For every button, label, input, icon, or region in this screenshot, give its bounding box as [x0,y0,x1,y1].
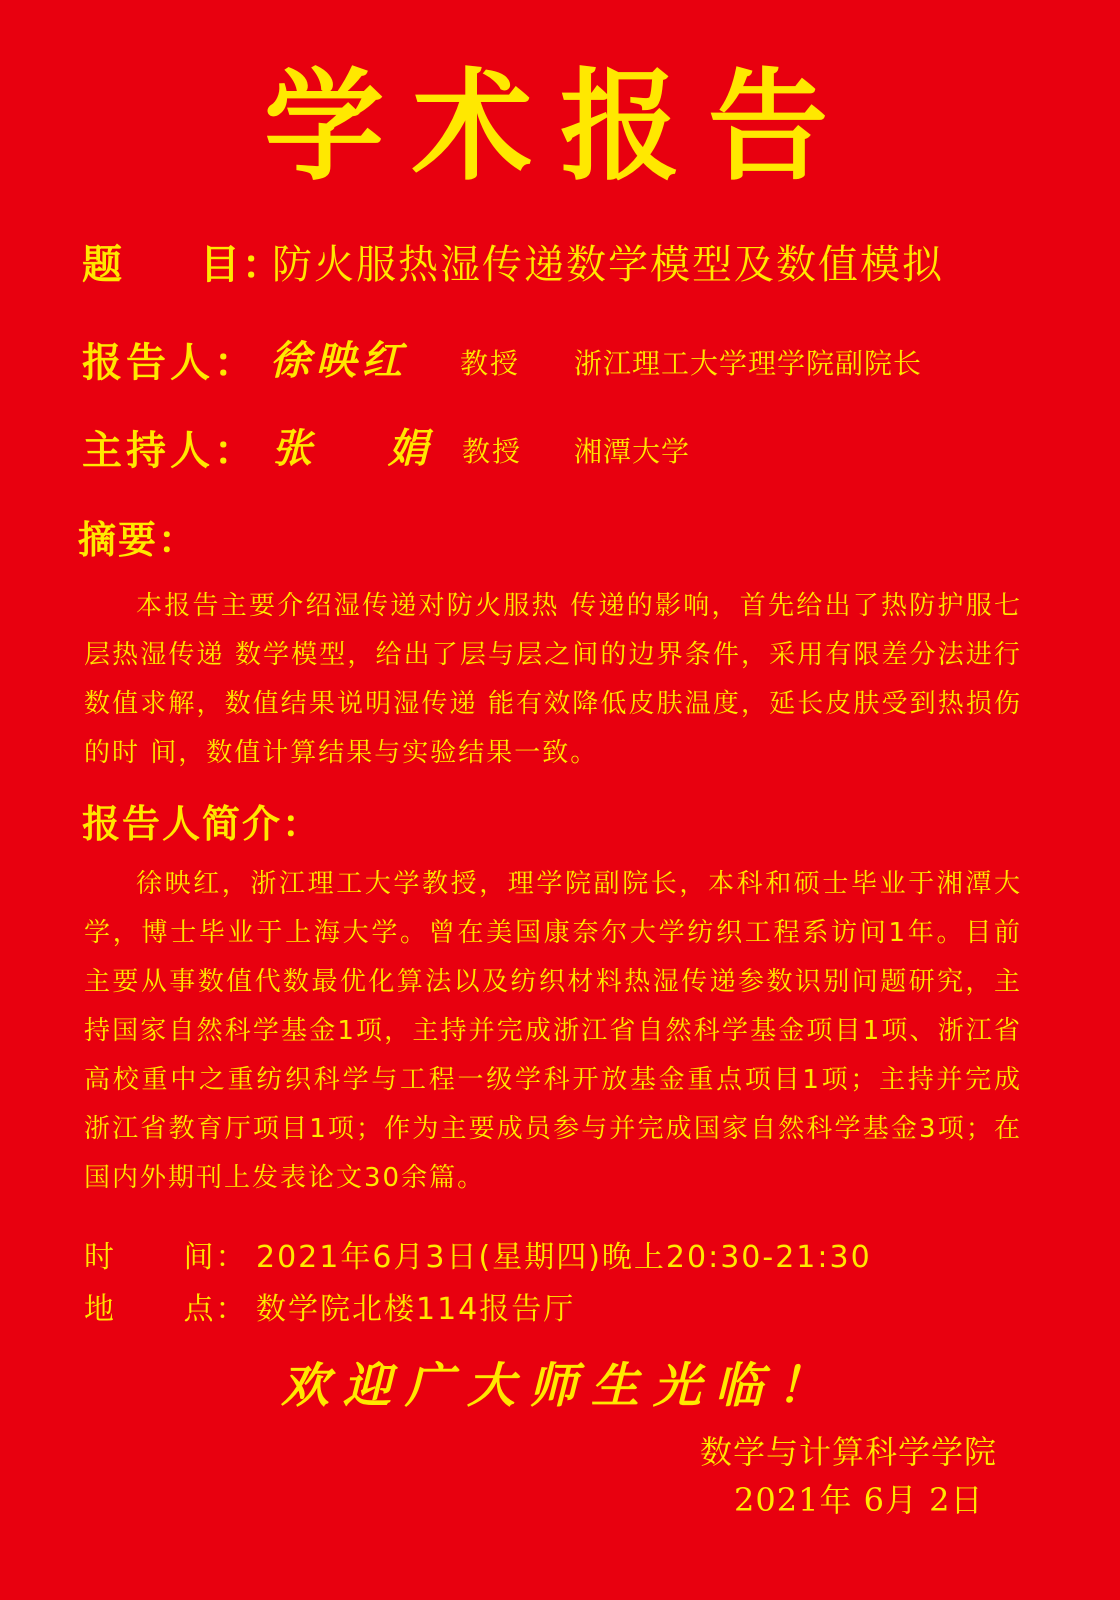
host-label: 主持人： [82,428,258,474]
issue-date: 2021年 6月 2日 [734,1481,984,1519]
speaker-label: 报告人： [82,340,258,386]
speaker-affiliation: 浙江理工大学理学院副院长 [574,347,923,380]
welcome-message: 欢迎广大师生光临！ [280,1358,839,1414]
abstract-heading: 摘要： [78,518,199,562]
host-name: 张 娟 [272,426,434,472]
place-value: 数学院北楼114报告厅 [256,1292,576,1327]
place-label: 地 点： [84,1292,248,1327]
time-label: 时 间： [84,1240,248,1275]
speaker-name: 徐映红 [270,338,408,384]
organizer: 数学与计算科学学院 [700,1433,998,1471]
speaker-title: 教授 [460,347,521,380]
poster-title: 学术报告 [264,58,856,197]
abstract-text: 本报告主要介绍湿传递对防火服热 传递的影响，首先给出了热防护服七层热湿传递 数学模型，给出了层与层之间的边界条件，采用有限差分法进行数值求解，数值结果说明湿传递 能有效降低皮肤温度，延长皮肤受到热损伤的时 间，数值计算结果与实验结果一致。 [84,591,1022,768]
bio-text: 徐映红，浙江理工大学教授，理学院副院长，本科和硕士毕业于湘潭大学，博士毕业于上海大学。曾在美国康奈尔大学纺织工程系访问1年。目前主要从事数值代数最优化算法以及纺织材料热湿传递参数识别问题研究，主持国家自然科学基金1项，主持并完成浙江省自然科学基金项目1项、浙江省高校重中之重纺织科学与工程一级学科开放基金重点项目1项；主持并完成浙江省教育厅项目1项；作为主要成员参与并完成国家自然科学基金3项；在国内外期刊上发表论文30余篇。 [84,869,1022,1193]
host-affiliation: 湘潭大学 [574,435,691,468]
bio-heading: 报告人简介： [82,802,323,846]
host-title: 教授 [462,435,523,468]
topic-label: 题 目： [82,242,284,288]
topic-value: 防火服热湿传递数学模型及数值模拟 [272,242,944,288]
time-value: 2021年6月3日(星期四)晚上20:30-21:30 [256,1240,872,1275]
